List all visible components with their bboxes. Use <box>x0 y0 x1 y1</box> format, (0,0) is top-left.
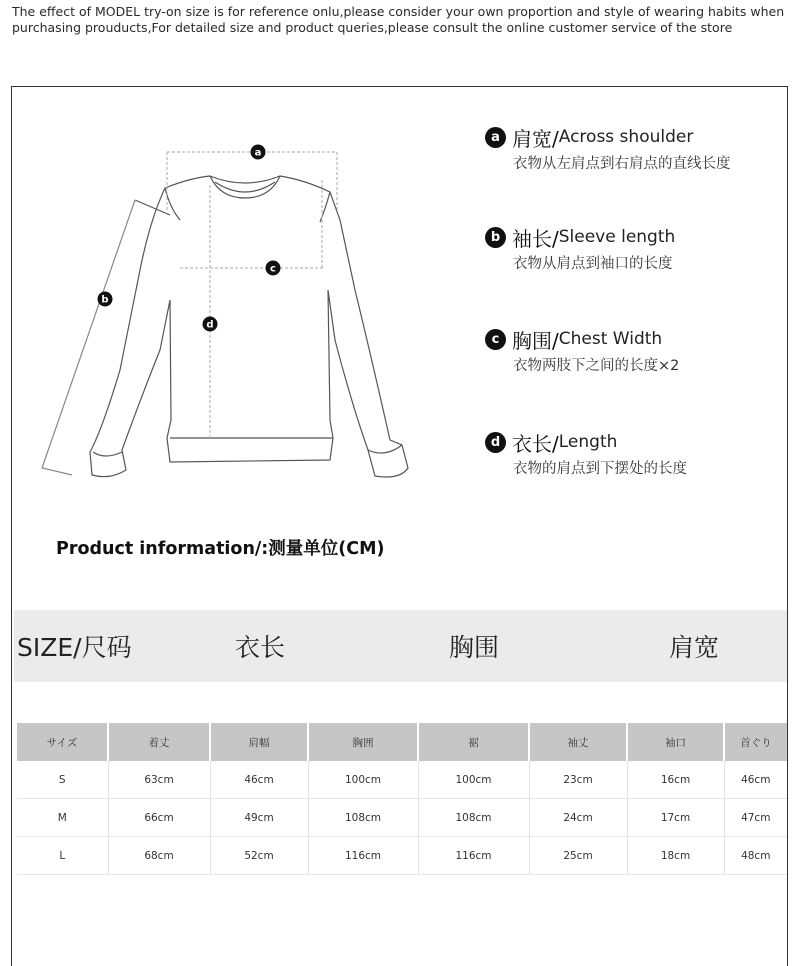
table-cell: 16cm <box>627 761 724 799</box>
table-cell: 116cm <box>308 837 418 875</box>
header-neck: 首ぐり <box>724 723 787 761</box>
disclaimer-line-2: purchasing prouducts,For detailed size and product queries,please consult the online customer service of the store <box>12 20 733 35</box>
legend-cn-label: 袖长/ <box>512 226 559 251</box>
legend-chest-width <box>485 326 679 375</box>
table-cell: 25cm <box>529 837 627 875</box>
size-band-size-label: SIZE/尺码 <box>17 633 132 662</box>
table-cell: L <box>17 837 108 875</box>
legend-sleeve-length <box>485 224 675 273</box>
legend-cn-label: 肩宽/ <box>512 126 559 151</box>
table-cell: 63cm <box>108 761 210 799</box>
table-row <box>17 837 787 875</box>
legend-length <box>485 429 687 478</box>
legend-cn-label: 衣长/ <box>512 431 559 456</box>
legend-cn-label: 胸围/ <box>512 328 559 353</box>
table-cell: 108cm <box>308 799 418 837</box>
header-hem: 裾 <box>418 723 529 761</box>
table-cell: 17cm <box>627 799 724 837</box>
table-cell: 100cm <box>418 761 529 799</box>
sweatshirt-diagram <box>30 140 430 500</box>
table-cell: 52cm <box>210 837 308 875</box>
legend-badge-a: a <box>485 127 506 148</box>
legend-description: 衣物两肢下之间的长度×2 <box>513 358 680 374</box>
size-band-chest-label: 胸围 <box>449 633 500 662</box>
marker-b-label: b <box>101 294 109 306</box>
size-band-shoulder-label: 肩宽 <box>669 633 720 662</box>
marker-c-label: c <box>270 263 276 275</box>
table-cell: S <box>17 761 108 799</box>
legend-en-label: Across shoulder <box>558 127 694 147</box>
table-cell: 108cm <box>418 799 529 837</box>
table-cell: 100cm <box>308 761 418 799</box>
header-chest: 胸囲 <box>308 723 418 761</box>
legend-description: 衣物从左肩点到右肩点的直线长度 <box>513 156 731 172</box>
legend-en-label: Chest Width <box>558 329 663 349</box>
legend-description: 衣物的肩点到下摆处的长度 <box>513 461 687 477</box>
product-information-heading: Product information/:测量单位(CM) <box>56 539 385 559</box>
legend-en-label: Length <box>558 432 618 452</box>
table-cell: 46cm <box>724 761 787 799</box>
legend-badge-b: b <box>485 227 506 248</box>
table-cell: 66cm <box>108 799 210 837</box>
legend-en-label: Sleeve length <box>558 227 676 247</box>
header-cuff: 袖口 <box>627 723 724 761</box>
table-cell: 23cm <box>529 761 627 799</box>
legend-description: 衣物从肩点到袖口的长度 <box>513 256 673 272</box>
table-cell: M <box>17 799 108 837</box>
header-shoulder: 肩幅 <box>210 723 308 761</box>
marker-d-label: d <box>206 319 214 331</box>
table-cell: 68cm <box>108 837 210 875</box>
header-size: サイズ <box>17 723 108 761</box>
marker-a-label: a <box>254 147 262 159</box>
table-cell: 18cm <box>627 837 724 875</box>
table-cell: 47cm <box>724 799 787 837</box>
table-cell: 48cm <box>724 837 787 875</box>
header-sleeve: 袖丈 <box>529 723 627 761</box>
size-header-band <box>14 610 787 682</box>
table-row <box>17 761 787 799</box>
size-band-length-label: 衣长 <box>235 633 286 662</box>
table-row <box>17 799 787 837</box>
disclaimer-line-1: The effect of MODEL try-on size is for reference onlu,please consider your own proportion and style of wearing habits when <box>12 4 785 19</box>
size-chart-table <box>17 723 787 875</box>
table-cell: 24cm <box>529 799 627 837</box>
table-cell: 49cm <box>210 799 308 837</box>
legend-across-shoulder <box>485 124 731 173</box>
legend-badge-c: c <box>485 329 506 350</box>
disclaimer-text <box>12 4 792 36</box>
table-cell: 46cm <box>210 761 308 799</box>
table-cell: 116cm <box>418 837 529 875</box>
legend-badge-d: d <box>485 432 506 453</box>
table-header-row <box>17 723 787 761</box>
header-length: 着丈 <box>108 723 210 761</box>
